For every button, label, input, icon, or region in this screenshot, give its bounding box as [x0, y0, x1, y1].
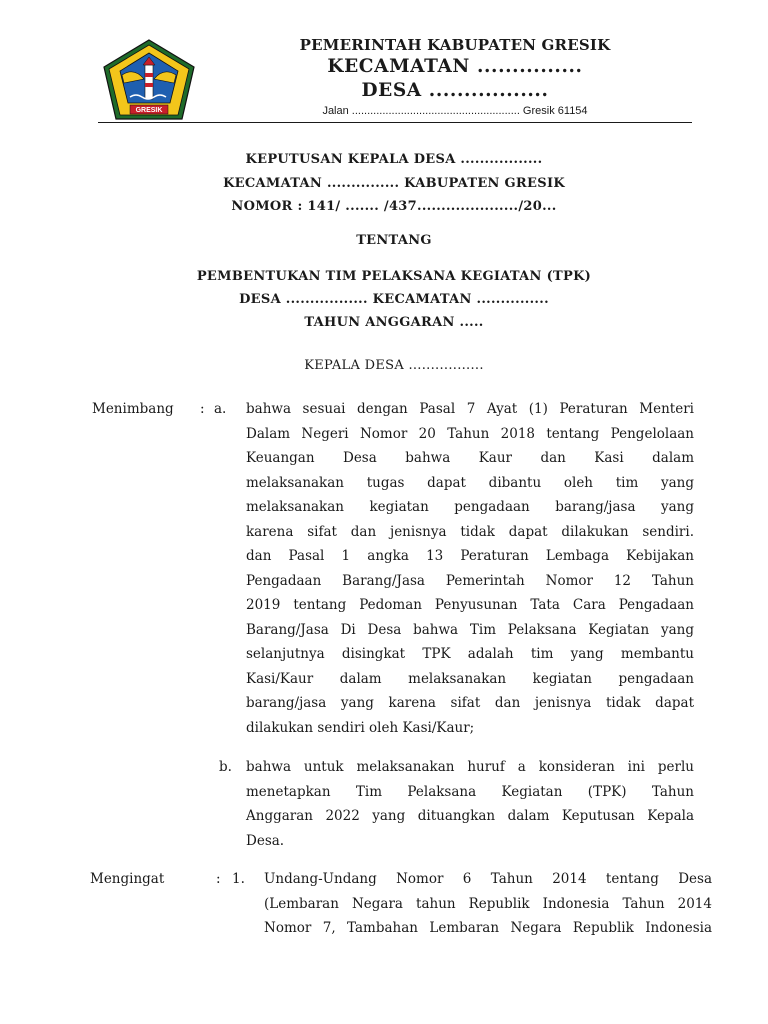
- text-line: Kasi/Kaur dalam melaksanakan kegiatan pengadaan: [246, 670, 694, 687]
- gresik-regency-logo: [100, 37, 198, 123]
- text-line: Dalam Negeri Nomor 20 Tahun 2018 tentang Pengelolaan: [246, 425, 694, 442]
- decree-issuer: KEPALA DESA .................: [304, 358, 484, 373]
- decree-subject-line3: TAHUN ANGGARAN .....: [304, 315, 484, 330]
- menimbang-item-b-text: [246, 755, 694, 853]
- text-line: melaksanakan kegiatan pengadaan barang/jasa yang: [246, 499, 694, 515]
- text-line: Pengadaan Barang/Jasa Pemerintah Nomor 12 Tahun: [246, 572, 694, 589]
- text-line: bahwa untuk melaksanakan huruf a konsideran ini perlu: [246, 759, 694, 775]
- letterhead-address: Jalan ....................................................... Gresik 61154: [322, 105, 588, 117]
- decree-title-line2: KECAMATAN ............... KABUPATEN GRESIK: [223, 176, 565, 191]
- text-line: Desa.: [246, 832, 285, 849]
- text-line: Anggaran 2022 yang dituangkan dalam Keputusan Kepala: [246, 808, 694, 824]
- letterhead-government: PEMERINTAH KABUPATEN GRESIK: [299, 36, 611, 54]
- text-line: Barang/Jasa Di Desa bahwa Tim Pelaksana Kegiatan yang: [246, 621, 694, 638]
- text-line: Nomor 7, Tambahan Lembaran Negara Republik Indonesia: [264, 920, 712, 936]
- text-line: bahwa sesuai dengan Pasal 7 Ayat (1) Peraturan Menteri: [246, 401, 694, 417]
- text-line: 2019 tentang Pedoman Penyusunan Tata Cara Pengadaan: [246, 597, 694, 613]
- mengingat-colon: :: [216, 871, 221, 887]
- menimbang-item-b-marker: b.: [219, 759, 232, 775]
- decree-subject-line2: DESA ................. KECAMATAN ...............: [239, 292, 549, 307]
- mengingat-item-1-marker: 1.: [232, 871, 245, 887]
- text-line: (Lembaran Negara tahun Republik Indonesia Tahun 2014: [264, 895, 712, 912]
- text-line: selanjutnya disingkat TPK adalah tim yang membantu: [246, 646, 694, 662]
- text-line: karena sifat dan jenisnya tidak dapat dilakukan sendiri.: [246, 523, 694, 540]
- letterhead-village: DESA .................: [361, 80, 549, 101]
- decree-number: NOMOR : 141/ ....... /437...................../20...: [231, 199, 557, 214]
- letterhead-divider: [98, 122, 692, 123]
- logo-ribbon-text: GRESIK: [135, 107, 163, 114]
- menimbang-colon: :: [200, 401, 205, 417]
- text-line: dan Pasal 1 angka 13 Peraturan Lembaga Kebijakan: [246, 548, 694, 564]
- menimbang-item-a-marker: a.: [214, 401, 227, 417]
- menimbang-label: Menimbang: [92, 401, 174, 417]
- letterhead-district: KECAMATAN ...............: [327, 56, 583, 77]
- decree-subject-line1: PEMBENTUKAN TIM PELAKSANA KEGIATAN (TPK): [196, 269, 592, 284]
- menimbang-item-a-text: [246, 397, 694, 740]
- mengingat-item-1-text: [264, 867, 712, 941]
- text-line: barang/jasa yang karena sifat dan jenisnya tidak dapat: [246, 695, 694, 711]
- text-line: Undang-Undang Nomor 6 Tahun 2014 tentang Desa: [264, 871, 712, 887]
- shield-emblem-icon: [100, 37, 198, 123]
- decree-title-line1: KEPUTUSAN KEPALA DESA .................: [245, 152, 543, 167]
- text-line: menetapkan Tim Pelaksana Kegiatan (TPK) Tahun: [246, 783, 694, 800]
- text-line: dilakukan sendiri oleh Kasi/Kaur;: [246, 719, 475, 736]
- mengingat-label: Mengingat: [90, 871, 165, 887]
- text-line: Keuangan Desa bahwa Kaur dan Kasi dalam: [246, 450, 694, 466]
- decree-about: TENTANG: [356, 233, 432, 248]
- text-line: melaksanakan tugas dapat dibantu oleh tim yang: [246, 474, 694, 491]
